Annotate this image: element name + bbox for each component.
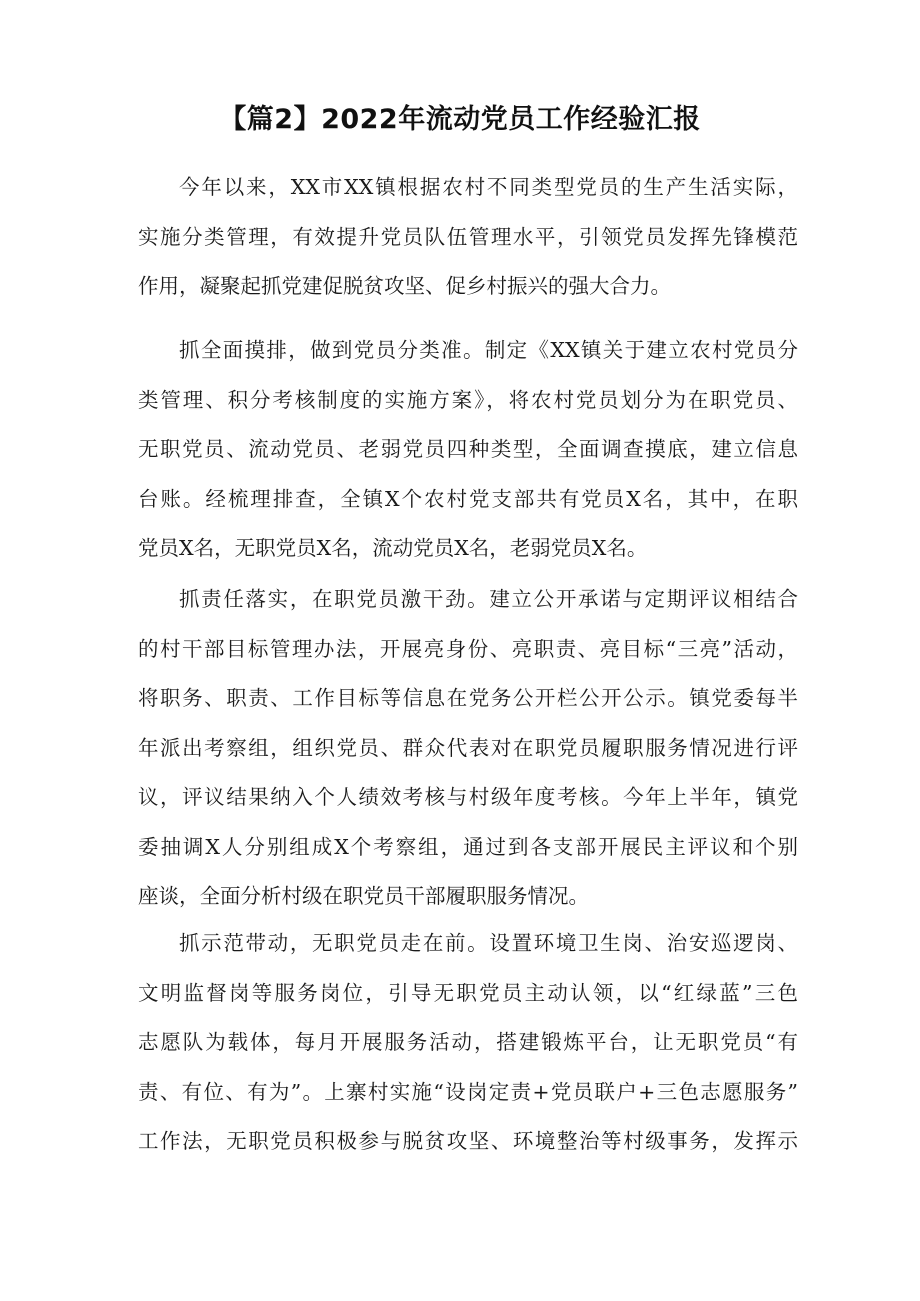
- paragraph-line: 作用，凝聚起抓党建促脱贫攻坚、促乡村振兴的强大合力。: [138, 274, 671, 298]
- paragraph-line: 委抽调X人分别组成X个考察组，通过到各支部开展民主评议和个别: [138, 834, 798, 859]
- paragraph-line: 的村干部目标管理办法，开展亮身份、亮职责、亮目标“三亮”活动，: [138, 636, 798, 661]
- paragraph-2: [138, 326, 798, 574]
- paragraph-line: 将职务、职责、工作目标等信息在党务公开栏公开公示。镇党委每半: [138, 686, 798, 710]
- paragraph-line: 志愿队为载体，每月开展服务活动，搭建锻炼平台，让无职党员“有: [138, 1030, 798, 1054]
- paragraph-line: 责、有位、有为”。上寨村实施“设岗定责+党员联户+三色志愿服务”: [138, 1079, 798, 1104]
- paragraph-line: 座谈，全面分析村级在职党员干部履职服务情况。: [138, 884, 589, 908]
- paragraph-line: 文明监督岗等服务岗位，引导无职党员主动认领，以“红绿蓝”三色: [138, 980, 798, 1005]
- paragraph-line: 工作法，无职党员积极参与脱贫攻坚、环境整治等村级事务，发挥示: [138, 1129, 798, 1153]
- paragraph-line: 类管理、积分考核制度的实施方案》，将农村党员划分为在职党员、: [138, 387, 798, 412]
- paragraph-line: 抓全面摸排，做到党员分类准。制定《XX镇关于建立农村党员分: [179, 338, 798, 362]
- paragraph-line: 党员X名，无职党员X名，流动党员X名，老弱党员X名。: [138, 536, 648, 560]
- paragraph-line: 台账。经梳理排查，全镇X个农村党支部共有党员X名，其中，在职: [138, 486, 798, 511]
- paragraph-4: [138, 919, 798, 1167]
- paragraph-line: 议，评议结果纳入个人绩效考核与村级年度考核。今年上半年，镇党: [138, 785, 798, 809]
- paragraph-line: 今年以来，XX市XX镇根据农村不同类型党员的生产生活实际，: [179, 175, 798, 199]
- document-title: 【篇2】2022年流动党员工作经验汇报: [219, 104, 701, 135]
- paragraph-line: 年派出考察组，组织党员、群众代表对在职党员履职服务情况进行评: [138, 735, 798, 760]
- paragraph-line: 实施分类管理，有效提升党员队伍管理水平，引领党员发挥先锋模范: [138, 224, 798, 249]
- paragraph-line: 抓示范带动，无职党员走在前。设置环境卫生岗、治安巡逻岗、: [179, 931, 798, 955]
- paragraph-line: 抓责任落实，在职党员激干劲。建立公开承诺与定期评议相结合: [179, 587, 798, 611]
- paragraph-3: [138, 575, 798, 922]
- paragraph-line: 无职党员、流动党员、老弱党员四种类型，全面调查摸底，建立信息: [138, 437, 798, 461]
- paragraph-1: [138, 163, 798, 312]
